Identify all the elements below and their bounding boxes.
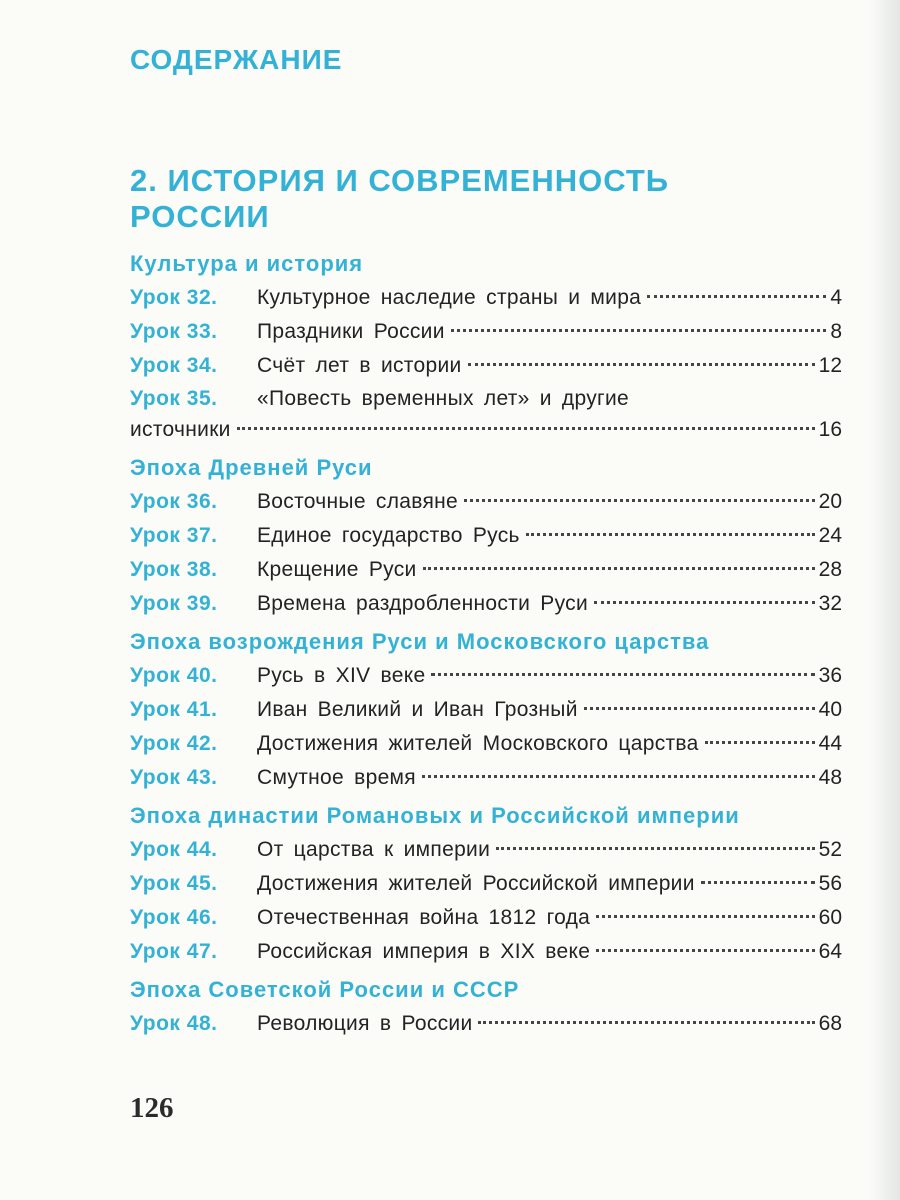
dot-leader [584, 707, 815, 710]
toc-entry[interactable] [130, 519, 842, 553]
lesson-page-number: 68 [818, 1012, 842, 1035]
toc-entry[interactable] [130, 935, 842, 969]
lesson-page-number: 48 [818, 766, 842, 789]
lesson-number: Урок 40. [130, 664, 218, 687]
subsection-romanov-empire [130, 799, 842, 969]
lesson-page-number: 4 [830, 286, 842, 309]
lesson-title: Счёт лет в истории [257, 354, 462, 377]
lesson-title: Достижения жителей Российской империи [257, 872, 695, 895]
lesson-title-continued: источники [130, 418, 231, 441]
lesson-title: От царства к империи [257, 838, 491, 861]
lesson-title: Единое государство Русь [257, 524, 520, 547]
toc-entry[interactable] [130, 383, 842, 447]
dot-leader [647, 295, 826, 298]
subsection-title: Культура и история [130, 251, 364, 276]
lesson-number: Урок 42. [130, 732, 218, 755]
lesson-number: Урок 39. [130, 592, 218, 615]
lesson-title: Достижения жителей Московского царства [257, 732, 699, 755]
lesson-page-number: 64 [818, 940, 842, 963]
lesson-number: Урок 34. [130, 354, 218, 377]
page-edge-shadow [870, 0, 900, 1200]
dot-leader [464, 499, 815, 502]
lesson-page-number: 44 [818, 732, 842, 755]
lesson-title: Революция в России [257, 1012, 473, 1035]
toc-entry[interactable] [130, 693, 842, 727]
lesson-number: Урок 37. [130, 524, 218, 547]
lesson-title: Иван Великий и Иван Грозный [257, 698, 578, 721]
lesson-title: Русь в XIV веке [257, 664, 426, 687]
dot-leader [237, 427, 815, 430]
toc-entry[interactable] [130, 761, 842, 795]
subsection-culture-history [130, 247, 842, 447]
subsection-title: Эпоха Древней Руси [130, 455, 373, 480]
table-of-contents [130, 247, 842, 1041]
lesson-title: Времена раздробленности Руси [257, 592, 588, 615]
toc-entry[interactable] [130, 1007, 842, 1041]
lesson-title: Отечественная война 1812 года [257, 906, 591, 929]
lesson-title: Восточные славяне [257, 490, 459, 513]
subsection-title: Эпоха династии Романовых и Российской империи [130, 803, 740, 828]
lesson-number: Урок 38. [130, 558, 218, 581]
lesson-title: Крещение Руси [257, 558, 417, 581]
toc-entry[interactable] [130, 315, 842, 349]
lesson-title: Российская империя в XIX веке [257, 940, 591, 963]
dot-leader [496, 847, 815, 850]
toc-entry[interactable] [130, 281, 842, 315]
subsection-soviet-russia [130, 973, 842, 1041]
toc-entry[interactable] [130, 587, 842, 621]
dot-leader [468, 363, 815, 366]
subsection-title: Эпоха Советской России и СССР [130, 977, 520, 1002]
toc-entry[interactable] [130, 485, 842, 519]
lesson-number: Урок 46. [130, 906, 218, 929]
subsection-moscow-tsardom [130, 625, 842, 795]
dot-leader [526, 533, 815, 536]
dot-leader [701, 881, 815, 884]
lesson-page-number: 20 [818, 490, 842, 513]
lesson-number: Урок 48. [130, 1012, 218, 1035]
lesson-page-number: 36 [818, 664, 842, 687]
lesson-number: Урок 36. [130, 490, 218, 513]
lesson-number: Урок 32. [130, 286, 218, 309]
dot-leader [431, 673, 814, 676]
dot-leader [451, 329, 827, 332]
toc-entry[interactable] [130, 349, 842, 383]
toc-entry[interactable] [130, 867, 842, 901]
dot-leader [594, 601, 815, 604]
section-title: 2. ИСТОРИЯ И СОВРЕМЕННОСТЬ РОССИИ [130, 163, 670, 234]
lesson-number: Урок 35. [130, 387, 218, 410]
toc-entry[interactable] [130, 659, 842, 693]
lesson-page-number: 32 [818, 592, 842, 615]
dot-leader [422, 775, 815, 778]
lesson-title: Смутное время [257, 766, 416, 789]
lesson-number: Урок 44. [130, 838, 218, 861]
dot-leader [423, 567, 815, 570]
contents-title: СОДЕРЖАНИЕ [130, 44, 343, 75]
lesson-page-number: 16 [818, 418, 842, 441]
toc-entry[interactable] [130, 553, 842, 587]
lesson-number: Урок 41. [130, 698, 218, 721]
toc-entry-first-line [130, 383, 842, 415]
page-number: 126 [130, 1092, 174, 1124]
lesson-number: Урок 33. [130, 320, 218, 343]
lesson-number: Урок 45. [130, 872, 218, 895]
toc-entry-second-line [130, 415, 842, 447]
toc-entry[interactable] [130, 833, 842, 867]
subsection-ancient-rus [130, 451, 842, 621]
lesson-page-number: 12 [818, 354, 842, 377]
lesson-number: Урок 47. [130, 940, 218, 963]
lesson-page-number: 8 [830, 320, 842, 343]
lesson-page-number: 24 [818, 524, 842, 547]
dot-leader [478, 1021, 814, 1024]
dot-leader [705, 741, 815, 744]
subsection-title: Эпоха возрождения Руси и Московского царства [130, 629, 710, 654]
lesson-title: «Повесть временных лет» и другие [257, 387, 629, 410]
lesson-title: Культурное наследие страны и мира [257, 286, 642, 309]
lesson-page-number: 40 [818, 698, 842, 721]
lesson-page-number: 52 [818, 838, 842, 861]
toc-entry[interactable] [130, 727, 842, 761]
toc-entry[interactable] [130, 901, 842, 935]
lesson-title: Праздники России [257, 320, 445, 343]
lesson-page-number: 28 [818, 558, 842, 581]
lesson-number: Урок 43. [130, 766, 218, 789]
dot-leader [596, 915, 814, 918]
lesson-page-number: 60 [818, 906, 842, 929]
lesson-page-number: 56 [818, 872, 842, 895]
dot-leader [596, 949, 814, 952]
